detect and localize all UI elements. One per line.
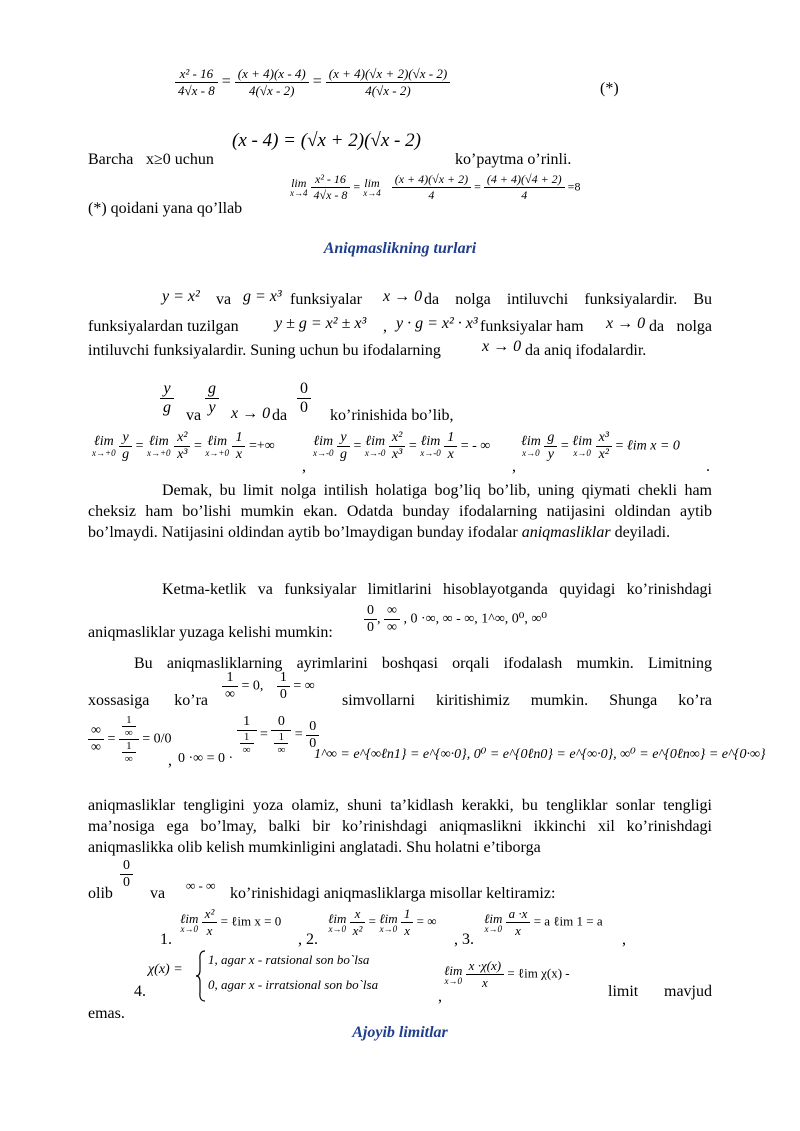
example-1: ℓim x→0 $\frac{\text{x²}}{x}$ = ℓim x = 0 — [180, 906, 282, 938]
ratio-y-g: $\frac{y}{g}$ — [160, 380, 174, 417]
formula-x-to-0-b: x → 0 — [606, 315, 646, 332]
p7-inf-minus-inf: ∞ - ∞ — [186, 878, 216, 893]
rule-limit-chain: lim x→4 $\frac{\text{x² - 16}}{4√x - 8}$ = lim x→4 $\frac{(x + 4)(√x + 2)}{4}$ = $\frac{(4 + 4)(√4 + 2)}{4}$ =8 — [290, 172, 581, 202]
p2-va: va — [186, 407, 202, 424]
p5-line-2b: simvollarni kiritishimiz mumkin. Shunga ko’ra — [342, 692, 712, 709]
formula-g: g = x³ — [243, 288, 282, 305]
barcha-tail: ko’paytma o’rinli. — [455, 151, 572, 168]
section-heading-types: Aniqmaslikning turlari — [323, 240, 477, 257]
chi-limit: ℓim x→0 $\frac{x \cdot\chi(x)}{x}$ = ℓim χ(x) - — [444, 958, 570, 990]
p7-zero-over-zero: $\frac{0}{0}$ — [120, 858, 133, 891]
limit-plus-zero: ℓim x→+0 $\frac{y}{g}$ = ℓim x→+0 $\frac{\text{x²}}{\text{x³}}$ = ℓim x→+0 $\frac{1}{x}$ =+∞ — [92, 430, 275, 462]
p5-line-2a: xossasiga ko’ra — [88, 692, 208, 709]
paragraph-tengliklar: aniqmasliklar tengligini yoza olamiz, shuni ta’kidlash kerakki, bu tengliklar sonlar tengligi ma’nosiga ega bo’lmay, balki bir ko’rinishdagi aniqmaslikni ikkinchi xil ko’rinishdagi aniqmaslikka olib kelish mumkinligini anglatadi. Shu holatni e’tiborga — [88, 797, 712, 856]
section-heading-remarkable-limits: Ajoyib limitlar — [352, 1024, 448, 1041]
formula-x-to-0: x → 0 — [383, 288, 423, 305]
formula-y: y = x² — [162, 288, 200, 305]
transform-zero-times-inf: 0 ·∞ = 0 · 1 1 ∞ = 0 1 ∞ = $\frac{0}{0}$ — [178, 714, 319, 756]
fraction-right: $\frac{(x + 4)(√x + 2)(√x - 2)}{4(√x - 2)}$ — [326, 66, 450, 99]
chi-case-irrational: 0, agar x - irratsional son bo`lsa — [208, 977, 379, 992]
top-equation: $\frac{\text{x² - 16}}{4√x - 8}$ = $\frac{(x + 4)(x - 4)}{4(√x - 2)}$ = $\frac{(x + 4)(√x + 2)(√x - 2)}{4(√x - 2)}$ — [175, 66, 450, 99]
chi-case-rational: 1, agar x - ratsional son bo`lsa — [208, 952, 370, 967]
zero-over-zero: $\frac{0}{0}$ — [297, 380, 311, 417]
example-4-number: 4. — [134, 983, 146, 1000]
example-3-number: , 3. — [454, 931, 474, 948]
p7-olib: olib — [88, 885, 113, 902]
p4-line-2: aniqmasliklar yuzaga kelishi mumkin: — [88, 624, 333, 641]
p1-text-1: da nolga intiluvchi funksiyalardir. Bu — [424, 291, 712, 308]
paragraph-demak: Demak, bu limit nolga intilish holatiga bog’liq bo’lib, uning qiymati chekli ham cheksiz ham bo’lishi mumkin ekan. Odatda bunday ifodalarning natijasini oldindan aytib bo’lmaydi. Natijasini oldindan aytib bo’lmaydigan bunday ifodalar aniqmasliklar deyiladi. — [88, 482, 712, 541]
p1-text-2: funksiyalardan tuzilgan — [88, 318, 239, 335]
fraction-left: $\frac{\text{x² - 16}}{4√x - 8}$ — [175, 66, 218, 99]
p2-x-to-0: x → 0 — [231, 405, 271, 422]
formula-sum: y ± g = x² ± x³ — [275, 315, 367, 332]
chi-brace — [196, 950, 206, 1007]
p7-va: va — [150, 885, 166, 902]
limit-g-over-y: ℓim x→0 $\frac{g}{y}$ = ℓim x→0 $\frac{\text{x³}}{\text{x²}}$ = ℓim x = 0 — [521, 430, 680, 462]
p7-tail: ko’rinishidagi aniqmasliklarga misollar keltiramiz: — [230, 885, 556, 902]
fraction-middle: $\frac{(x + 4)(x - 4)}{4(√x - 2)}$ — [235, 66, 309, 99]
limit-minus-zero: ℓim x→-0 $\frac{y}{g}$ = ℓim x→-0 $\frac{\text{x²}}{\text{x³}}$ = ℓim x→-0 $\frac{1}{x}$ = - ∞ — [313, 430, 491, 462]
example-1-number: 1. — [160, 931, 172, 948]
p2-da: da — [272, 407, 288, 424]
indeterminate-forms: $\frac{0}{0}$ , ∞ ∞ , 0 ·∞, ∞ - ∞, 1^∞, 0⁰, ∞⁰ — [364, 603, 547, 636]
text-va: va — [216, 291, 232, 308]
p2-tail: ko’rinishida bo’lib, — [330, 407, 454, 424]
chi-end: emas. — [88, 1005, 125, 1022]
identity-formula: (x - 4) = (√x + 2)(√x - 2) — [232, 130, 421, 151]
transform-inf-over-inf: ∞ ∞ = 1 ∞ 1 ∞ = 0/0 — [88, 714, 172, 765]
formula-product: y · g = x² · x³ — [396, 315, 478, 332]
barcha-lead: Barcha — [88, 151, 134, 168]
rule-text: (*) qoidani yana qo’llab — [88, 200, 243, 217]
p1-text-6: da aniq ifodalardir. — [525, 342, 647, 359]
limit-operator: lim x→4 — [290, 176, 308, 198]
barcha-condition: x≥0 uchun — [146, 151, 214, 168]
text-funksiyalar: funksiyalar — [290, 291, 362, 308]
p1-text-4: da nolga — [649, 318, 712, 335]
chi-lhs: χ(x) = — [148, 962, 183, 977]
p1-text-3: funksiyalar ham — [480, 318, 584, 335]
ratio-g-y: $\frac{g}{y}$ — [205, 380, 219, 417]
p5-line-1: Bu aniqmasliklarning ayrimlarini boshqasi orqali ifodalash mumkin. Limitning — [134, 655, 712, 672]
example-2: ℓim x→0 $\frac{x}{\text{x²}}$ = ℓim x→0 $\frac{1}{x}$ = ∞ — [328, 906, 437, 938]
p1-text-5: intiluvchi funksiyalardir. Suning uchun bu ifodalarning — [88, 342, 441, 359]
transform-exponential: 1^∞ = e^{∞ℓn1} = e^{∞·0}, 0⁰ = e^{0ℓn0} = e^{∞·0}, ∞⁰ = e^{0ℓn∞} = e^{0·∞} — [314, 747, 766, 762]
chi-tail: limit mavjud — [608, 983, 712, 1000]
formula-x-to-0-c: x → 0 — [482, 338, 522, 355]
example-3: ℓim x→0 $\frac{a \cdot x}{x}$ = a ℓim 1 = a — [484, 906, 603, 938]
equation-marker: (*) — [600, 80, 619, 97]
p4-line-1: Ketma-ketlik va funksiyalar limitlarini hisoblayotganda quyidagi ko’rinishdagi — [162, 581, 712, 598]
symbols-inf-zero: 1 ∞ = 0, $\frac{1}{0}$ = ∞ — [222, 670, 315, 703]
example-2-number: , 2. — [298, 931, 318, 948]
term-aniqmasliklar: aniqmasliklar — [521, 524, 611, 541]
